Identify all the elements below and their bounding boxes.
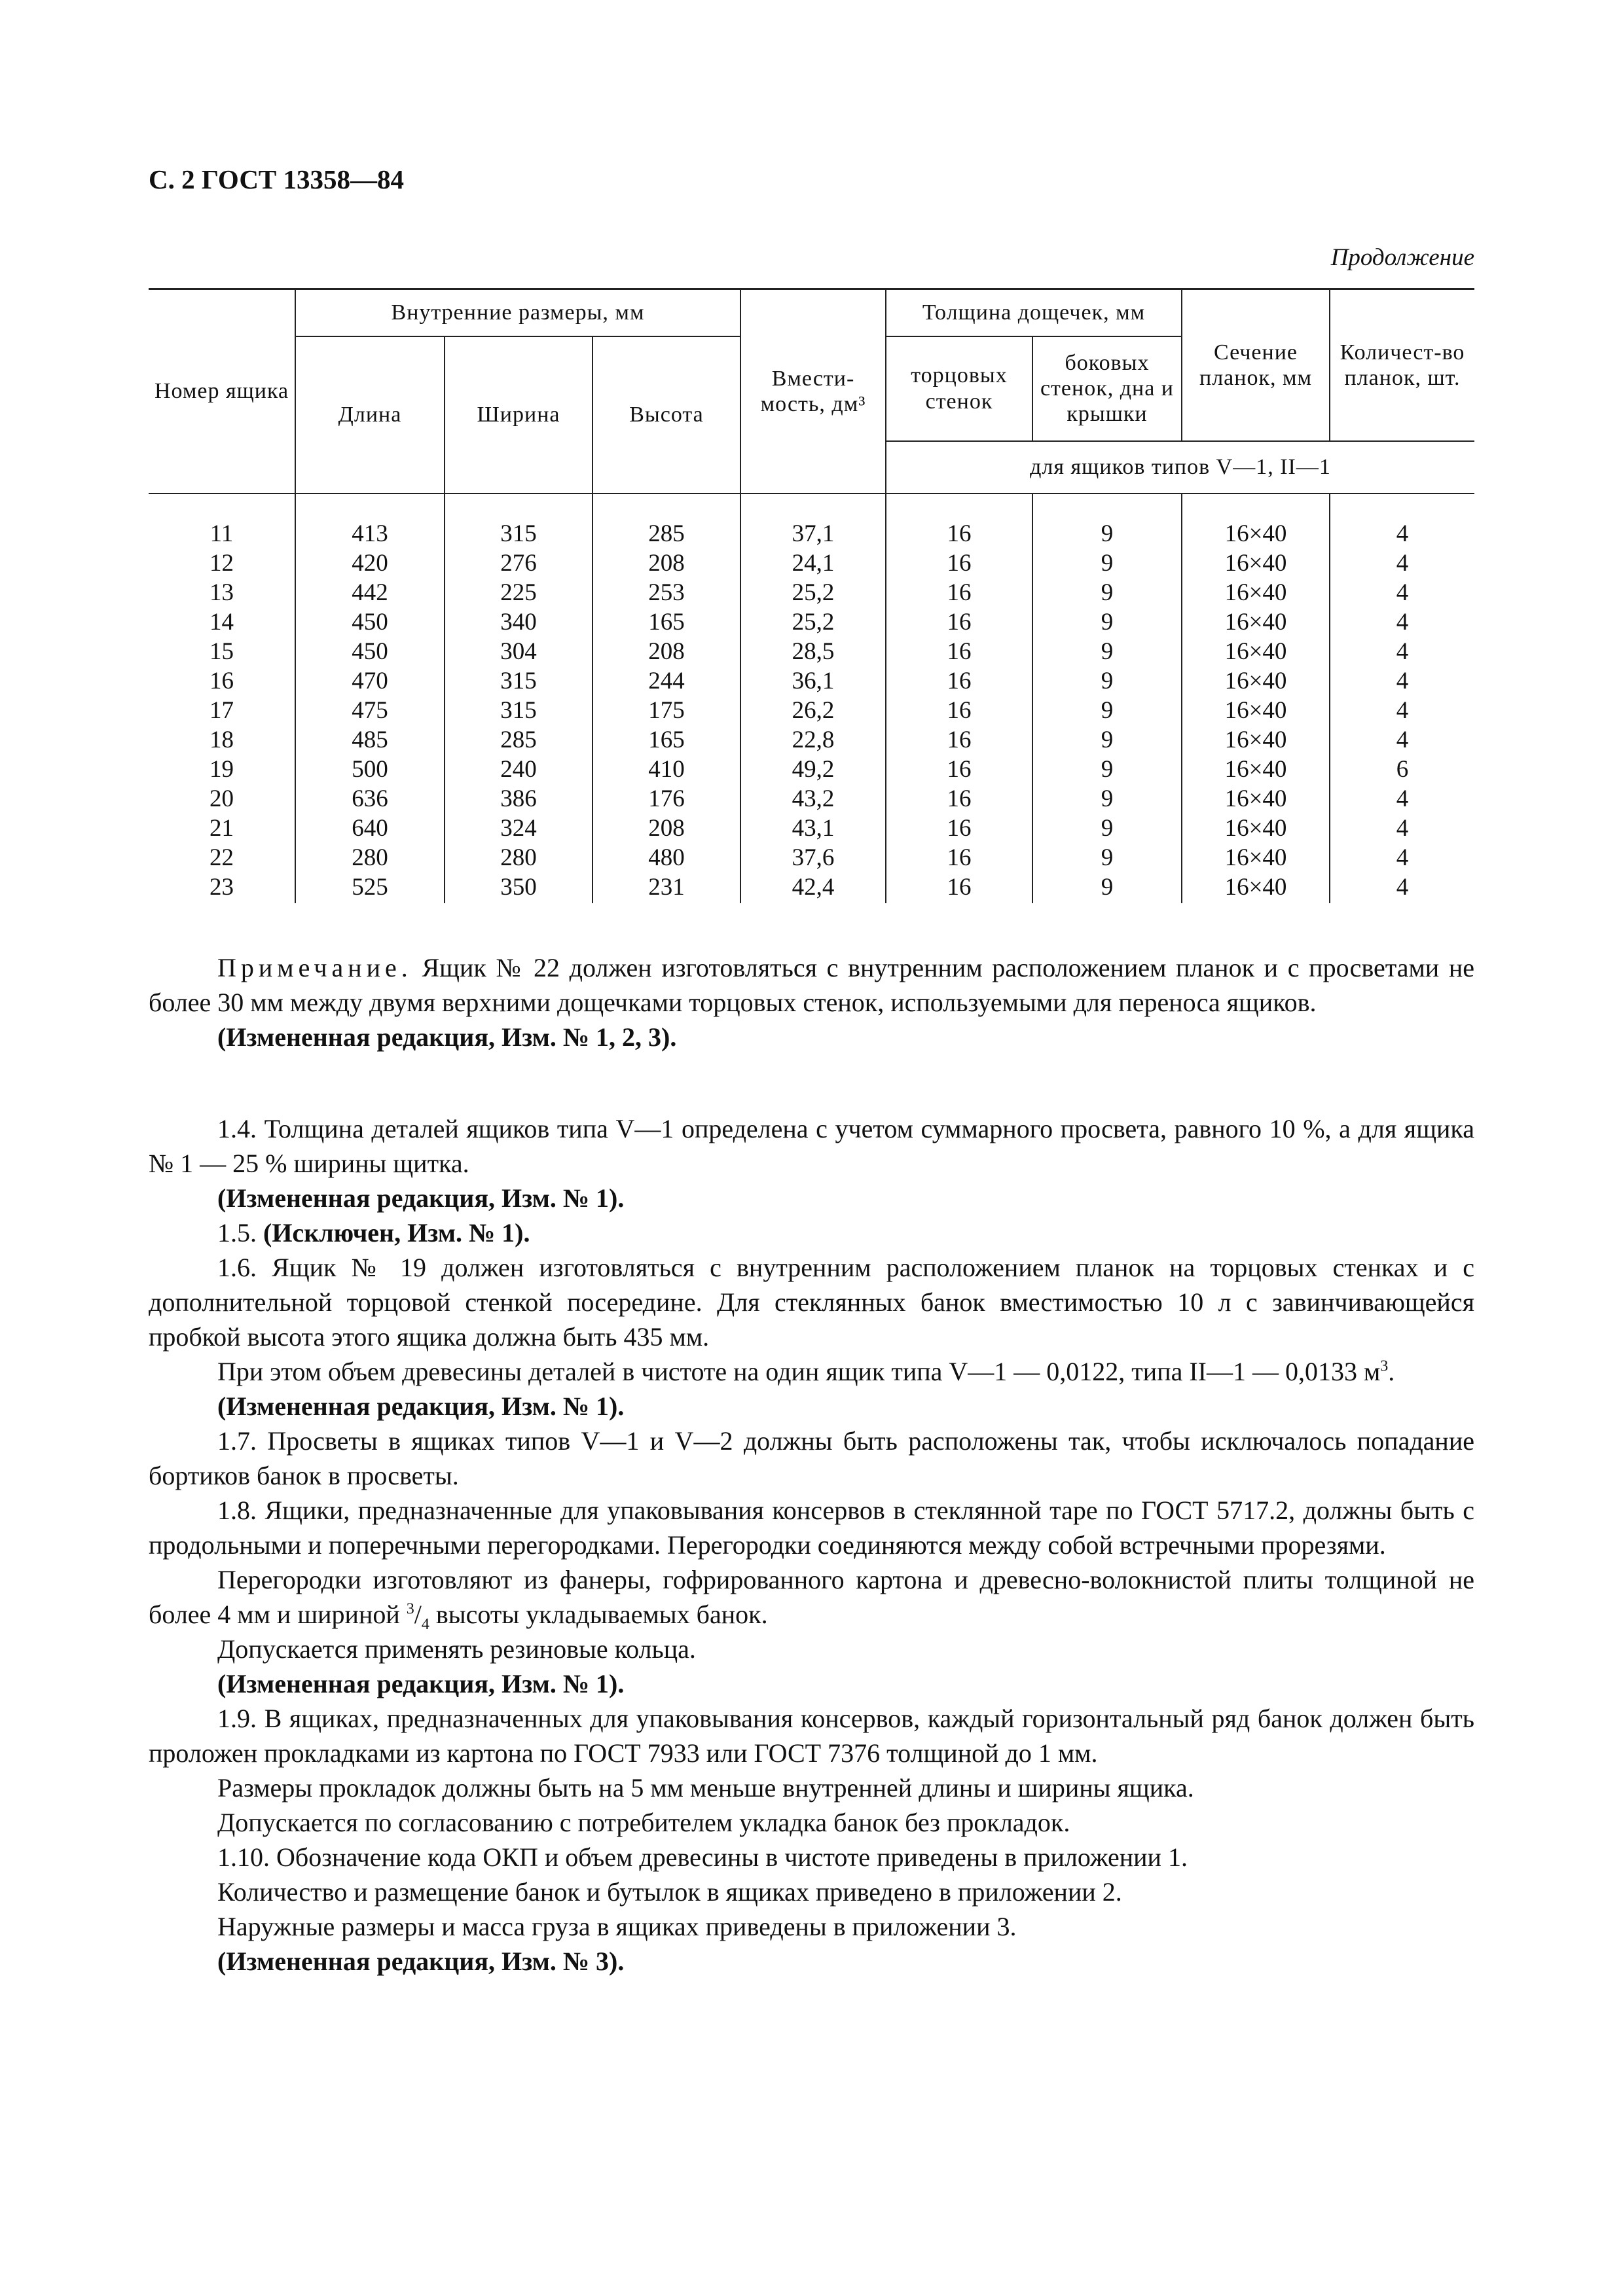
partitions-text: Перегородки изготовляют из фанеры, гофрированного картона и древесно-волокнистой плиты толщиной не более 4 мм и шириной: [149, 1565, 1474, 1629]
cell-side-walls: 9: [1032, 755, 1182, 784]
revision-1-10: (Измененная редакция, Изм. № 3).: [217, 1946, 625, 1976]
cell-length: 475: [295, 696, 445, 725]
cell-section: 16×40: [1182, 814, 1330, 843]
cell-number: 14: [210, 608, 234, 636]
paragraph-1-10: 1.10. Обозначение кода ОКП и объем древесины в чистоте приведены в приложении 1.: [217, 1842, 1188, 1872]
cell-side-walls: 9: [1032, 578, 1182, 607]
cell-height: 480: [593, 843, 740, 872]
cell-end-walls: 16: [886, 696, 1032, 725]
table-row: [149, 872, 1474, 903]
cell-section: 16×40: [1182, 843, 1330, 872]
cell-count: 4: [1330, 666, 1474, 696]
cell-count: 4: [1330, 843, 1474, 872]
cell-count: 4: [1330, 872, 1474, 903]
cell-end-walls: 16: [886, 784, 1032, 814]
cell-length: 636: [295, 784, 445, 814]
capacity-label: Вмести-мость, дм³: [760, 366, 866, 416]
fraction-denominator: 4: [421, 1616, 429, 1633]
cell-height: 231: [593, 872, 740, 903]
cell-end-walls: 16: [886, 548, 1032, 578]
cell-capacity: 49,2: [740, 755, 886, 784]
cell-end-walls: 16: [886, 666, 1032, 696]
cell-number: 13: [210, 579, 234, 606]
fraction-slash: /: [414, 1600, 422, 1629]
table-row: [149, 696, 1474, 725]
col-header-end-walls: торцовых стенок: [886, 336, 1032, 441]
col-header-capacity: [740, 289, 886, 493]
cell-count: 4: [1330, 578, 1474, 607]
cell-side-walls: 9: [1032, 696, 1182, 725]
cell-end-walls: 16: [886, 843, 1032, 872]
cell-width: 350: [445, 872, 593, 903]
cell-capacity: 37,1: [740, 493, 886, 548]
cell-end-walls: 16: [886, 814, 1032, 843]
paragraph-1-5-number: 1.5.: [217, 1218, 257, 1247]
paragraph-1-8-rings: Допускается применять резиновые кольца.: [217, 1634, 696, 1664]
cell-width: 315: [445, 666, 593, 696]
table-row: [149, 493, 1474, 548]
cell-count: 4: [1330, 725, 1474, 755]
cell-section: 16×40: [1182, 696, 1330, 725]
paragraph-1-6: 1.6. Ящик № 19 должен изготовляться с внутренним расположением планок на торцовых стенках и с дополнительной торцовой стенкой посередине. Для стеклянных банок вместимостью 10 л с завинчивающейся пробкой высота этого ящика должна быть 435 мм.: [149, 1253, 1474, 1352]
cell-section: 16×40: [1182, 548, 1330, 578]
cell-width: 285: [445, 725, 593, 755]
cell-number: 19: [210, 755, 234, 783]
table-row: [149, 755, 1474, 784]
cell-number: 12: [210, 549, 234, 577]
cell-capacity: 42,4: [740, 872, 886, 903]
cell-number: 11: [210, 520, 234, 547]
cell-width: 280: [445, 843, 593, 872]
cell-width: 304: [445, 637, 593, 666]
cell-side-walls: 9: [1032, 843, 1182, 872]
cell-count: 4: [1330, 784, 1474, 814]
cell-width: 315: [445, 696, 593, 725]
table-row: [149, 578, 1474, 607]
cell-section: 16×40: [1182, 607, 1330, 637]
col-group-internal-dims: Внутренние размеры, мм: [295, 289, 740, 336]
cell-width: 324: [445, 814, 593, 843]
cell-capacity: 22,8: [740, 725, 886, 755]
cell-length: 500: [295, 755, 445, 784]
cell-side-walls: 9: [1032, 637, 1182, 666]
cell-length: 280: [295, 843, 445, 872]
cell-end-walls: 16: [886, 755, 1032, 784]
cell-length: 413: [295, 493, 445, 548]
cell-height: 208: [593, 548, 740, 578]
cell-width: 340: [445, 607, 593, 637]
cell-end-walls: 16: [886, 493, 1032, 548]
cell-length: 640: [295, 814, 445, 843]
cell-capacity: 24,1: [740, 548, 886, 578]
table-row: [149, 814, 1474, 843]
note-revision: (Измененная редакция, Изм. № 1, 2, 3).: [217, 1022, 677, 1052]
cell-capacity: 37,6: [740, 843, 886, 872]
revision-1-8: (Измененная редакция, Изм. № 1).: [217, 1669, 625, 1698]
paragraph-1-9-agreement: Допускается по согласованию с потребителем укладка банок без прокладок.: [217, 1808, 1070, 1837]
cell-count: 4: [1330, 814, 1474, 843]
cell-number: 18: [210, 726, 234, 753]
table-row: [149, 607, 1474, 637]
cell-side-walls: 9: [1032, 784, 1182, 814]
table-body: [149, 493, 1474, 903]
cell-number: 23: [210, 873, 234, 901]
cell-side-walls: 9: [1032, 814, 1182, 843]
partitions-text-end: высоты укладываемых банок.: [429, 1600, 768, 1629]
paragraph-1-5: [149, 1215, 1474, 1250]
cell-capacity: 25,2: [740, 607, 886, 637]
types-note-row: для ящиков типов V—1, II—1: [886, 441, 1474, 493]
cell-end-walls: 16: [886, 725, 1032, 755]
body-text: [149, 1111, 1474, 1979]
table-row: [149, 637, 1474, 666]
col-header-section: Сечение планок, мм: [1182, 289, 1330, 441]
table-row: [149, 725, 1474, 755]
paragraph-1-8: 1.8. Ящики, предназначенные для упаковывания консервов в стеклянной таре по ГОСТ 5717.2, должны быть с продольными и поперечными перегородками. Перегородки соединяются между собой встречными прорезями.: [149, 1496, 1474, 1560]
cell-height: 208: [593, 637, 740, 666]
paragraph-1-5-text: (Исключен, Изм. № 1).: [263, 1218, 530, 1247]
paragraph-1-6-volume: [149, 1354, 1474, 1389]
cell-width: 276: [445, 548, 593, 578]
cell-end-walls: 16: [886, 872, 1032, 903]
volume-unit-exponent: 3: [1380, 1357, 1389, 1375]
cell-number: 22: [210, 844, 234, 871]
cell-length: 450: [295, 637, 445, 666]
cell-side-walls: 9: [1032, 872, 1182, 903]
note-block: [149, 950, 1474, 1054]
col-group-thickness: Толщина дощечек, мм: [886, 289, 1182, 336]
col-header-height: Высота: [593, 336, 740, 493]
cell-length: 442: [295, 578, 445, 607]
page-header: С. 2 ГОСТ 13358—84: [149, 164, 405, 194]
cell-height: 410: [593, 755, 740, 784]
cell-end-walls: 16: [886, 578, 1032, 607]
cell-count: 4: [1330, 696, 1474, 725]
cell-capacity: 28,5: [740, 637, 886, 666]
paragraph-1-9: 1.9. В ящиках, предназначенных для упаковывания консервов, каждый горизонтальный ряд банок должен быть проложен прокладками из картона по ГОСТ 7933 или ГОСТ 7376 толщиной до 1 мм.: [149, 1704, 1474, 1768]
cell-side-walls: 9: [1032, 493, 1182, 548]
cell-capacity: 25,2: [740, 578, 886, 607]
paragraph-1-8-partitions: [149, 1562, 1474, 1632]
cell-height: 175: [593, 696, 740, 725]
cell-section: 16×40: [1182, 666, 1330, 696]
cell-height: 208: [593, 814, 740, 843]
cell-length: 525: [295, 872, 445, 903]
cell-end-walls: 16: [886, 607, 1032, 637]
cell-length: 485: [295, 725, 445, 755]
cell-height: 253: [593, 578, 740, 607]
cell-height: 244: [593, 666, 740, 696]
cell-section: 16×40: [1182, 725, 1330, 755]
cell-count: 6: [1330, 755, 1474, 784]
paragraph-1-10-appendix-2: Количество и размещение банок и бутылок в ящиках приведено в приложении 2.: [217, 1877, 1122, 1907]
cell-count: 4: [1330, 493, 1474, 548]
table-row: [149, 843, 1474, 872]
cell-height: 176: [593, 784, 740, 814]
volume-text: При этом объем древесины деталей в чистоте на один ящик типа V—1 — 0,0122, типа II—1 — 0,0133 м: [217, 1357, 1381, 1386]
cell-capacity: 26,2: [740, 696, 886, 725]
cell-width: 315: [445, 493, 593, 548]
cell-side-walls: 9: [1032, 725, 1182, 755]
cell-height: 285: [593, 493, 740, 548]
paragraph-1-7: 1.7. Просветы в ящиках типов V—1 и V—2 должны быть расположены так, чтобы исключалось попадание бортиков банок в просветы.: [149, 1426, 1474, 1490]
paragraph-1-10-appendix-3: Наружные размеры и масса груза в ящиках приведены в приложении 3.: [217, 1912, 1017, 1941]
cell-number: 15: [210, 637, 234, 665]
cell-side-walls: 9: [1032, 607, 1182, 637]
cell-height: 165: [593, 725, 740, 755]
col-header-count: Количест-во планок, шт.: [1330, 289, 1474, 441]
table-row: [149, 548, 1474, 578]
cell-length: 420: [295, 548, 445, 578]
note-text: Ящик № 22 должен изготовляться с внутренним расположением планок и с просветами не более 30 мм между двумя верхними дощечками торцовых стенок, используемыми для переноса ящиков.: [149, 953, 1475, 1017]
cell-side-walls: 9: [1032, 548, 1182, 578]
cell-length: 450: [295, 607, 445, 637]
volume-text-end: .: [1388, 1357, 1395, 1386]
col-header-number: Номер ящика: [149, 289, 295, 493]
cell-capacity: 43,1: [740, 814, 886, 843]
cell-count: 4: [1330, 637, 1474, 666]
note-label: Примечание.: [217, 953, 412, 982]
paragraph-1-4: 1.4. Толщина деталей ящиков типа V—1 определена с учетом суммарного просвета, равного 10 %, а для ящика № 1 — 25 % ширины щитка.: [149, 1114, 1474, 1178]
cell-section: 16×40: [1182, 493, 1330, 548]
col-header-length: Длина: [295, 336, 445, 493]
cell-length: 470: [295, 666, 445, 696]
cell-section: 16×40: [1182, 755, 1330, 784]
cell-section: 16×40: [1182, 578, 1330, 607]
cell-count: 4: [1330, 607, 1474, 637]
revision-1-6: (Измененная редакция, Изм. № 1).: [217, 1391, 625, 1421]
cell-number: 21: [210, 814, 234, 842]
cell-count: 4: [1330, 548, 1474, 578]
cell-number: 17: [210, 696, 234, 724]
note-paragraph: [149, 950, 1474, 1020]
cell-side-walls: 9: [1032, 666, 1182, 696]
paragraph-1-9-sizes: Размеры прокладок должны быть на 5 мм меньше внутренней длины и ширины ящика.: [217, 1773, 1194, 1803]
cell-capacity: 43,2: [740, 784, 886, 814]
table-row: [149, 666, 1474, 696]
cell-width: 386: [445, 784, 593, 814]
box-dimensions-table: [149, 288, 1474, 903]
col-header-side-walls: боковых стенок, дна и крышки: [1032, 336, 1182, 441]
cell-section: 16×40: [1182, 637, 1330, 666]
cell-section: 16×40: [1182, 872, 1330, 903]
cell-width: 240: [445, 755, 593, 784]
cell-number: 20: [210, 785, 234, 812]
col-header-width: Ширина: [445, 336, 593, 493]
cell-capacity: 36,1: [740, 666, 886, 696]
cell-height: 165: [593, 607, 740, 637]
cell-section: 16×40: [1182, 784, 1330, 814]
cell-number: 16: [210, 667, 234, 694]
cell-width: 225: [445, 578, 593, 607]
revision-1-4: (Измененная редакция, Изм. № 1).: [217, 1183, 625, 1213]
cell-end-walls: 16: [886, 637, 1032, 666]
table-row: [149, 784, 1474, 814]
continuation-label: Продолжение: [1330, 244, 1474, 271]
fraction-numerator: 3: [406, 1600, 414, 1618]
